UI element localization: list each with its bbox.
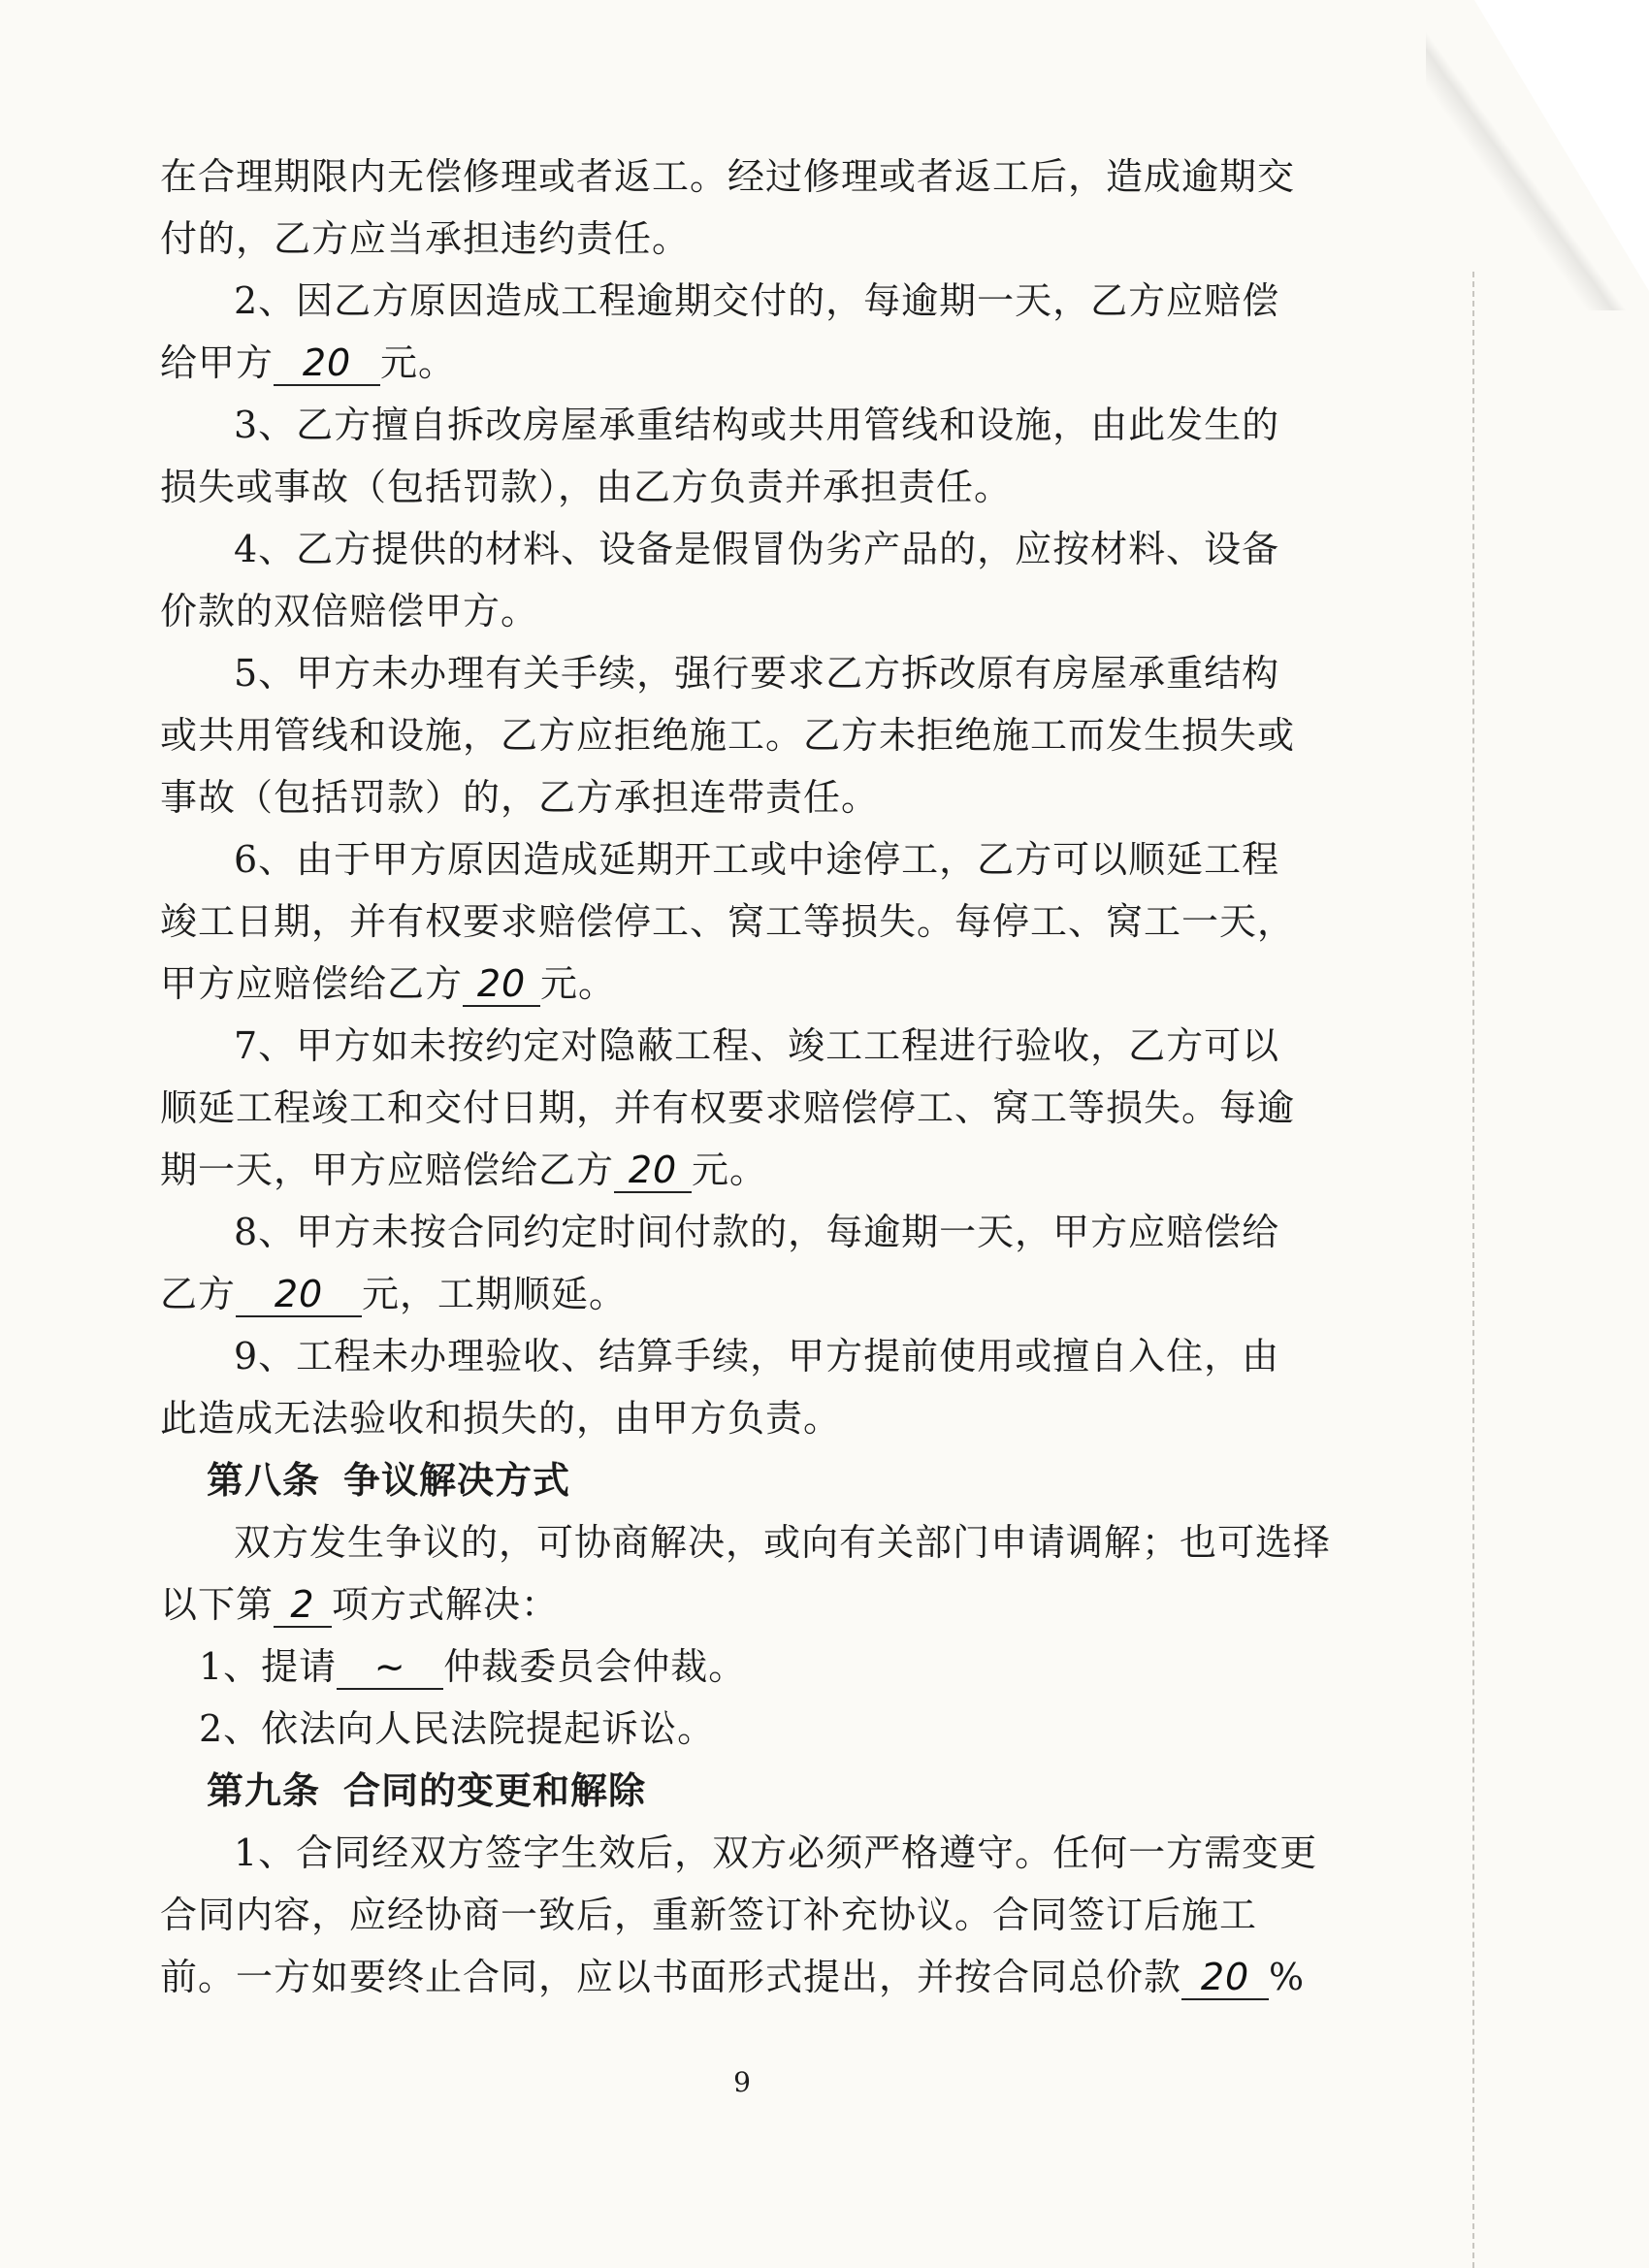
clause-line: 双方发生争议的，可协商解决，或向有关部门申请调解；也可选择: [234, 1521, 1332, 1564]
text-segment: 元。: [380, 341, 457, 384]
clause-line: 9、工程未办理验收、结算手续，甲方提前使用或擅自入住，由: [234, 1335, 1280, 1377]
handwritten-fill: ~: [337, 1645, 443, 1690]
clause-line: 5、甲方未办理有关手续，强行要求乙方拆改原有房屋承重结构: [234, 652, 1280, 695]
text-line: 顺延工程竣工和交付日期，并有权要求赔偿停工、窝工等损失。每逾: [160, 1086, 1296, 1129]
option-line: 2、依法向人民法院提起诉讼。: [199, 1707, 716, 1750]
text-segment: 仲裁委员会仲裁。: [443, 1645, 747, 1688]
handwritten-fill: 20: [614, 1149, 692, 1193]
text-line: 此造成无法验收和损失的，由甲方负责。: [160, 1397, 842, 1440]
text-segment: 1、提请: [199, 1645, 338, 1688]
text-segment: 元，工期顺延。: [362, 1273, 628, 1315]
article-title: 合同的变更和解除: [343, 1769, 647, 1812]
page-edge-divider: [1471, 272, 1474, 2268]
text-segment: 前。一方如要终止合同，应以书面形式提出，并按合同总价款: [160, 1956, 1182, 1998]
text-line: 付的，乙方应当承担违约责任。: [160, 217, 691, 260]
text-line: 在合理期限内无偿修理或者返工。经过修理或者返工后，造成逾期交: [160, 155, 1296, 198]
text-line: 损失或事故（包括罚款），由乙方负责并承担责任。: [160, 466, 1013, 508]
text-line: [160, 1573, 1324, 1636]
clause-line: 6、由于甲方原因造成延期开工或中途停工，乙方可以顺延工程: [234, 838, 1280, 881]
section-heading: [160, 1760, 1324, 1822]
text-segment: 元。: [540, 962, 617, 1005]
text-segment: 给甲方: [160, 341, 275, 384]
article-number: 第九条: [207, 1769, 321, 1812]
text-line: [160, 1139, 1324, 1201]
clause-line: 1、合同经双方签字生效后，双方必须严格遵守。任何一方需变更: [234, 1831, 1318, 1874]
text-line: [160, 332, 1324, 394]
clause-line: 3、乙方擅自拆改房屋承重结构或共用管线和设施，由此发生的: [234, 404, 1280, 446]
text-line: 事故（包括罚款）的，乙方承担连带责任。: [160, 776, 880, 819]
handwritten-fill: 20: [274, 341, 380, 386]
article-title: 争议解决方式: [343, 1459, 571, 1502]
option-line: [160, 1636, 1324, 1698]
text-segment: 元。: [692, 1149, 768, 1191]
text-segment: 以下第: [160, 1583, 275, 1626]
handwritten-fill: 2: [274, 1583, 332, 1628]
clause-line: 7、甲方如未按约定对隐蔽工程、竣工工程进行验收，乙方可以: [234, 1024, 1280, 1067]
text-line: [160, 1946, 1324, 2008]
text-line: 价款的双倍赔偿甲方。: [160, 590, 539, 632]
handwritten-fill: 20: [236, 1273, 362, 1317]
text-line: 竣工日期，并有权要求赔偿停工、窝工等损失。每停工、窝工一天，: [160, 900, 1296, 943]
text-line: [160, 953, 1324, 1015]
handwritten-fill: 20: [463, 962, 540, 1007]
folded-corner: [1474, 0, 1649, 291]
handwritten-fill: 20: [1181, 1956, 1269, 2000]
contract-body: [160, 146, 1332, 2008]
clause-line: 4、乙方提供的材料、设备是假冒伪劣产品的，应按材料、设备: [234, 528, 1280, 570]
text-segment: 期一天，甲方应赔偿给乙方: [160, 1149, 615, 1191]
clause-line: 2、因乙方原因造成工程逾期交付的，每逾期一天，乙方应赔偿: [234, 279, 1280, 322]
section-heading: [160, 1449, 1324, 1511]
text-line: 或共用管线和设施，乙方应拒绝施工。乙方未拒绝施工而发生损失或: [160, 714, 1296, 757]
clause-line: 8、甲方未按合同约定时间付款的，每逾期一天，甲方应赔偿给: [234, 1211, 1280, 1253]
text-segment: 项方式解决：: [332, 1583, 560, 1626]
text-segment: %: [1269, 1956, 1306, 1998]
text-segment: 乙方: [160, 1273, 237, 1315]
text-line: [160, 1263, 1324, 1325]
page-number: 9: [733, 2066, 751, 2098]
text-line: 合同内容，应经协商一致后，重新签订补充协议。合同签订后施工: [160, 1894, 1258, 1936]
article-number: 第八条: [207, 1459, 321, 1502]
text-segment: 甲方应赔偿给乙方: [160, 962, 464, 1005]
